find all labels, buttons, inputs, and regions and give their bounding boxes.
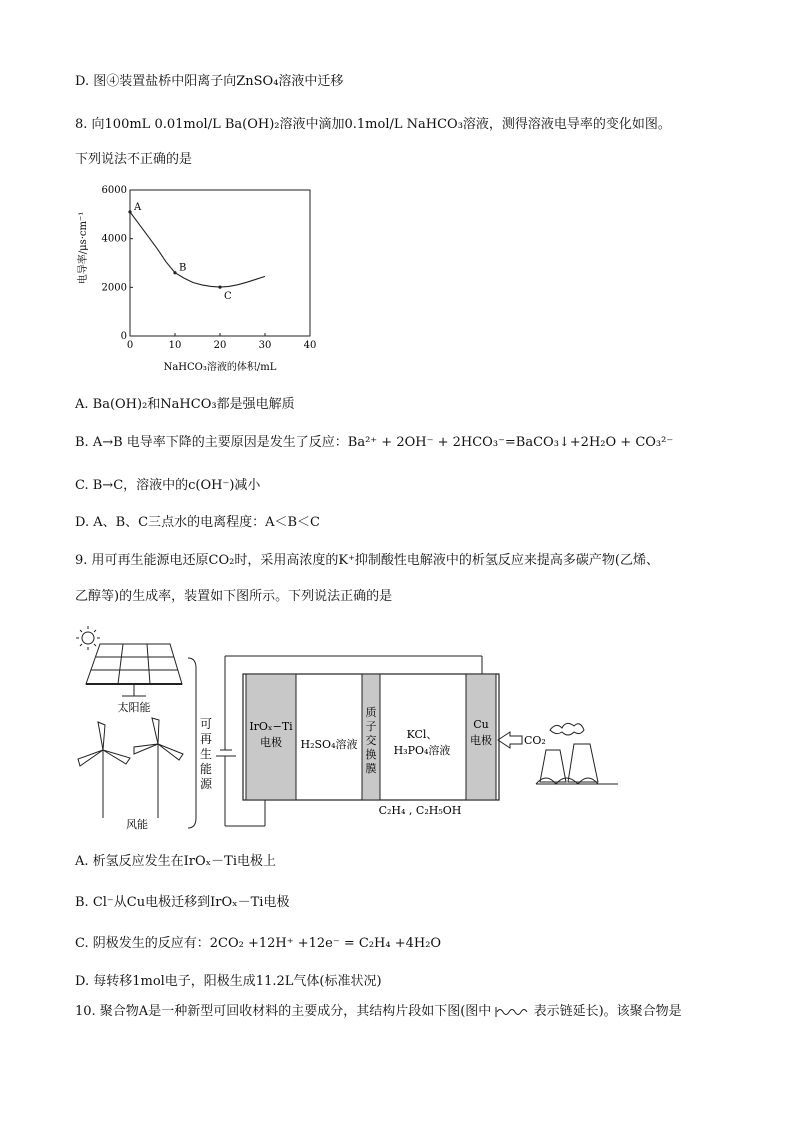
sun-icon: [76, 626, 100, 650]
anode-label-2: 电极: [260, 736, 282, 749]
x-tick-label: 0: [126, 340, 134, 351]
q8-option-b: B. A→B 电导率下降的主要原因是发生了反应：Ba²⁺ + 2OH⁻ + 2HCO₃⁻=BaCO₃↓+2H₂O + CO₃²⁻: [75, 435, 674, 450]
q8-option-c: C. B→C，溶液中的c(OH⁻)减小: [75, 478, 261, 493]
q9-stem: 9. 用可再生能源电还原CO₂时，采用高浓度的K⁺抑制酸性电解液中的析氢反应来提高多碳产物(乙烯、: [75, 553, 659, 568]
q9-option-c: C. 阴极发生的反应有：2CO₂ +12H⁺ +12e⁻ = C₂H₄ +4H₂O: [75, 936, 442, 951]
point-label-A: A: [134, 201, 142, 213]
electrolysis-diagram: [70, 622, 730, 832]
q8-option-a: A. Ba(OH)₂和NaHCO₃都是强电解质: [75, 397, 295, 412]
chain-extension-icon: [495, 1006, 529, 1018]
catholyte-label-2: H₃PO₄溶液: [393, 744, 451, 757]
wind-label: 风能: [126, 818, 148, 831]
q9-stem-2: 乙醇等)的生成率，装置如下图所示。下列说法正确的是: [75, 589, 393, 604]
wind-turbine-icon: [78, 718, 183, 818]
solar-label: 太阳能: [117, 701, 151, 714]
y-tick-label: 4000: [101, 233, 127, 245]
svg-text:生: 生: [199, 747, 213, 761]
plot-frame: [130, 190, 310, 336]
factory-icon: [536, 723, 618, 784]
co2-label: CO₂: [524, 734, 546, 747]
membrane-label-5: 膜: [365, 762, 377, 775]
point-A: [128, 210, 131, 213]
point-B: [173, 271, 176, 274]
x-tick-label: 10: [168, 340, 182, 351]
chart-axes: [130, 190, 310, 336]
y-tick-label: 0: [120, 331, 127, 342]
svg-text:能: 能: [199, 762, 213, 776]
q9-option-a: A. 析氢反应发生在IrOₓ－Ti电极上: [75, 854, 276, 869]
products-label: C₂H₄ , C₂H₅OH: [378, 804, 462, 817]
q8-option-d: D. A、B、C三点水的电离程度：A＜B＜C: [75, 515, 321, 530]
q8-ask: 下列说法不正确的是: [75, 152, 193, 167]
point-label-C: C: [224, 291, 232, 303]
svg-text:再: 再: [199, 732, 213, 746]
svg-text:可: 可: [199, 717, 213, 731]
point-label-B: B: [179, 262, 187, 274]
catholyte-label: KCl、: [406, 728, 438, 741]
source-bracket: [188, 658, 196, 828]
q10-stem-a: 10. 聚合物A是一种新型可回收材料的主要成分，其结构片段如下图(图中: [75, 1004, 492, 1019]
q7-option-d: D. 图④装置盐桥中阳离子向ZnSO₄溶液中迁移: [75, 74, 344, 89]
anolyte-label: H₂SO₄溶液: [300, 738, 358, 751]
point-C: [218, 285, 221, 288]
conductivity-curve: [130, 212, 265, 287]
membrane-label-2: 子: [365, 720, 377, 733]
co2-inlet-arrow-icon: [498, 732, 522, 748]
anode-label: IrOₓ−Ti: [249, 720, 293, 733]
q8-stem: 8. 向100mL 0.01mol/L Ba(OH)₂溶液中滴加0.1mol/L NaHCO₃溶液，测得溶液电导率的变化如图。: [75, 117, 671, 132]
q10-stem-b: 表示链延长)。该聚合物是: [533, 1004, 682, 1019]
x-axis-label: NaHCO₃溶液的体积/mL: [163, 362, 277, 373]
q9-option-b: B. Cl⁻从Cu电极迁移到IrOₓ－Ti电极: [75, 895, 290, 910]
x-tick-label: 40: [303, 340, 317, 351]
y-tick-label: 6000: [101, 185, 127, 196]
source-label: [200, 717, 213, 791]
x-tick-label: 30: [258, 340, 272, 351]
svg-text:源: 源: [199, 777, 213, 791]
x-tick-label: 20: [213, 340, 227, 351]
membrane-label-3: 交: [365, 734, 377, 747]
y-tick-label: 2000: [101, 282, 127, 294]
membrane-label-1: 质: [365, 706, 377, 719]
solar-panel-icon: [86, 644, 182, 696]
q10-stem: [75, 1002, 682, 1022]
membrane-label-4: 换: [365, 748, 377, 761]
y-axis-label: 电导率/μs·cm⁻¹: [78, 211, 89, 285]
cathode-label: Cu: [473, 718, 489, 731]
conductivity-chart: [70, 178, 330, 378]
cathode-label-2: 电极: [470, 734, 492, 747]
q9-option-d: D. 每转移1mol电子，阳极生成11.2L气体(标准状况): [75, 974, 382, 989]
